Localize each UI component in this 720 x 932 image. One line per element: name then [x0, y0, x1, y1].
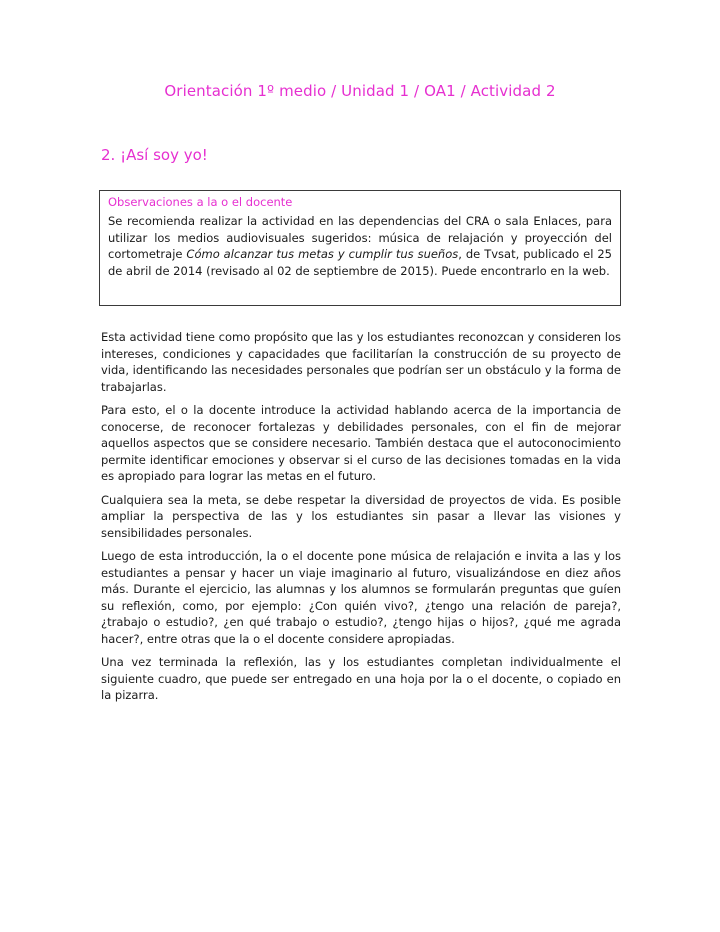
paragraph-diversity: Cualquiera sea la meta, se debe respetar la diversidad de proyectos de vida. Es posible ampliar la perspectiva de las y los estudiantes sin pasar a llevar las visiones y sensibilidades personales.	[101, 492, 621, 540]
section-title: 2. ¡Así soy yo!	[101, 146, 208, 164]
paragraph-purpose: Esta actividad tiene como propósito que las y los estudiantes reconozcan y consideren los intereses, condiciones y capacidades que facilitarían la construcción de su proyecto de vida, identificando las necesidades personales que podrían ser un obstáculo y la forma de trabajarlas.	[101, 330, 621, 394]
document-header-title: Orientación 1º medio / Unidad 1 / OA1 / Actividad 2	[164, 82, 556, 100]
observations-text-before: Se recomienda realizar la actividad en las dependencias del CRA o sala Enlaces, para utilizar los medios audiovisuales sugeridos: música de relajación y proyección del cortometraje	[108, 214, 612, 261]
observations-title: Observaciones a la o el docente	[108, 195, 293, 209]
observations-box	[99, 190, 621, 306]
paragraph-complete-table: Una vez terminada la reflexión, las y los estudiantes completan individualmente el siguiente cuadro, que puede ser entregado en una hoja por la o el docente, o copiado en la pizarra.	[101, 655, 621, 702]
paragraph-introduction: Para esto, el o la docente introduce la actividad hablando acerca de la importancia de conocerse, de reconocer fortalezas y debilidades personales, con el fin de mejorar aquellos aspectos que se considere necesario. También destaca que el autoconocimiento permite identificar emociones y observar si el curso de las decisiones tomadas en la vida es apropiado para lograr las metas en el futuro.	[101, 403, 621, 483]
activity-content	[101, 329, 621, 711]
observations-body	[108, 213, 612, 279]
observations-text-after: , de Tvsat, publicado el 25 de abril de 2014 (revisado al 02 de septiembre de 2015). Puede encontrarlo en la web.	[108, 247, 613, 278]
observations-film-title: Cómo alcanzar tus metas y cumplir tus sueños	[186, 247, 459, 261]
paragraph-imaginary-journey: Luego de esta introducción, la o el docente pone música de relajación e invita a las y los estudiantes a pensar y hacer un viaje imaginario al futuro, visualizándose en diez años más. Durante el ejercicio, las alumnas y los alumnos se formularán preguntas que guíen su reflexión, como, por ejemplo: ¿Con quién vivo?, ¿tengo una relación de pareja?, ¿trabajo o estudio?, ¿en qué trabajo o estudio?, ¿tengo hijas o hijos?, ¿qué me agrada hacer?, entre otras que la o el docente considere apropiadas.	[101, 549, 621, 646]
